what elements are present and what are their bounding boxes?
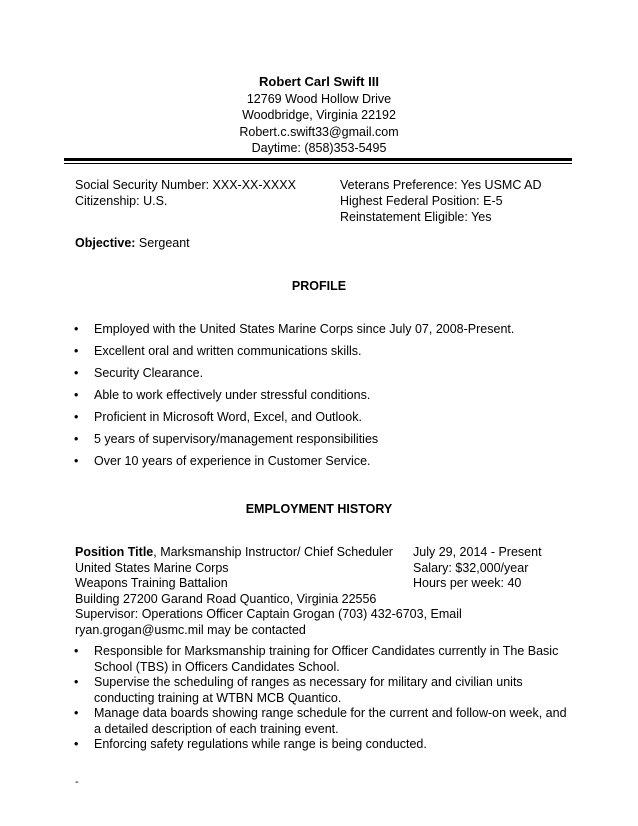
employment-heading: EMPLOYMENT HISTORY [245,502,393,516]
page-footer-mark: - [75,776,79,788]
employer-address: Building 27200 Garand Road Quantico, Virginia 22556 [75,591,377,606]
list-item: • Security Clearance. [74,365,514,387]
list-item: • Over 10 years of experience in Customer Service. [74,453,514,475]
city-state-zip: Woodbridge, Virginia 22192 [242,108,396,122]
profile-heading: PROFILE [291,279,347,293]
contact-header [0,74,638,157]
list-item: • Supervise the scheduling of ranges as necessary for military and civilian units conducting training at WTBN MCB Quantico. [74,675,574,706]
list-item: • Manage data boards showing range schedule for the current and follow-on week, and a detailed description of each training event. [74,706,574,737]
list-item: • Proficient in Microsoft Word, Excel, and Outlook. [74,409,514,431]
list-item: • Able to work effectively under stressful conditions. [74,387,514,409]
employment-details [75,545,462,638]
list-item: • 5 years of supervisory/management responsibilities [74,431,514,453]
daytime-phone: Daytime: (858)353-5495 [251,141,387,155]
list-item: • Enforcing safety regulations while range is being conducted. [74,737,574,753]
supervisor: Supervisor: Operations Officer Captain Grogan (703) 432-6703, Email [75,607,462,621]
list-item: • Responsible for Marksmanship training for Officer Candidates currently in The Basic School (TBS) in Officers Candidates School. [74,644,574,675]
email-address: Robert.c.swift33@gmail.com [239,124,399,139]
objective [75,236,190,250]
position-label: Position Title [75,545,154,559]
ssn: Social Security Number: XXX-XX-XXXX [75,178,296,192]
list-item: • Excellent oral and written communications skills. [74,343,514,365]
salary: Salary: $32,000/year [413,560,529,575]
veterans-preference: Veterans Preference: Yes USMC AD [340,178,542,192]
position-value: , Marksmanship Instructor/ Chief Scheduler [153,545,393,559]
highest-federal-position: Highest Federal Position: E-5 [340,194,503,208]
header-divider-thick [64,158,572,161]
duties-list [74,644,574,753]
reinstatement-eligible: Reinstatement Eligible: Yes [340,210,492,224]
street-address: 12769 Wood Hollow Drive [246,91,392,106]
position-title [75,545,462,561]
header-divider-thin [64,163,572,164]
applicant-name: Robert Carl Swift III [259,74,379,89]
objective-label: Objective: [75,236,136,250]
employer: United States Marine Corps [75,560,229,575]
hours-per-week: Hours per week: 40 [413,576,522,590]
profile-list [74,321,514,475]
employment-terms [413,545,542,592]
citizenship: Citizenship: U.S. [75,194,168,208]
employment-dates: July 29, 2014 - Present [413,545,542,559]
list-item: • Employed with the United States Marine Corps since July 07, 2008-Present. [74,321,514,343]
objective-value: Sergeant [138,236,190,250]
supervisor-email: ryan.grogan@usmc.mil may be contacted [75,622,306,637]
unit: Weapons Training Battalion [75,576,228,590]
